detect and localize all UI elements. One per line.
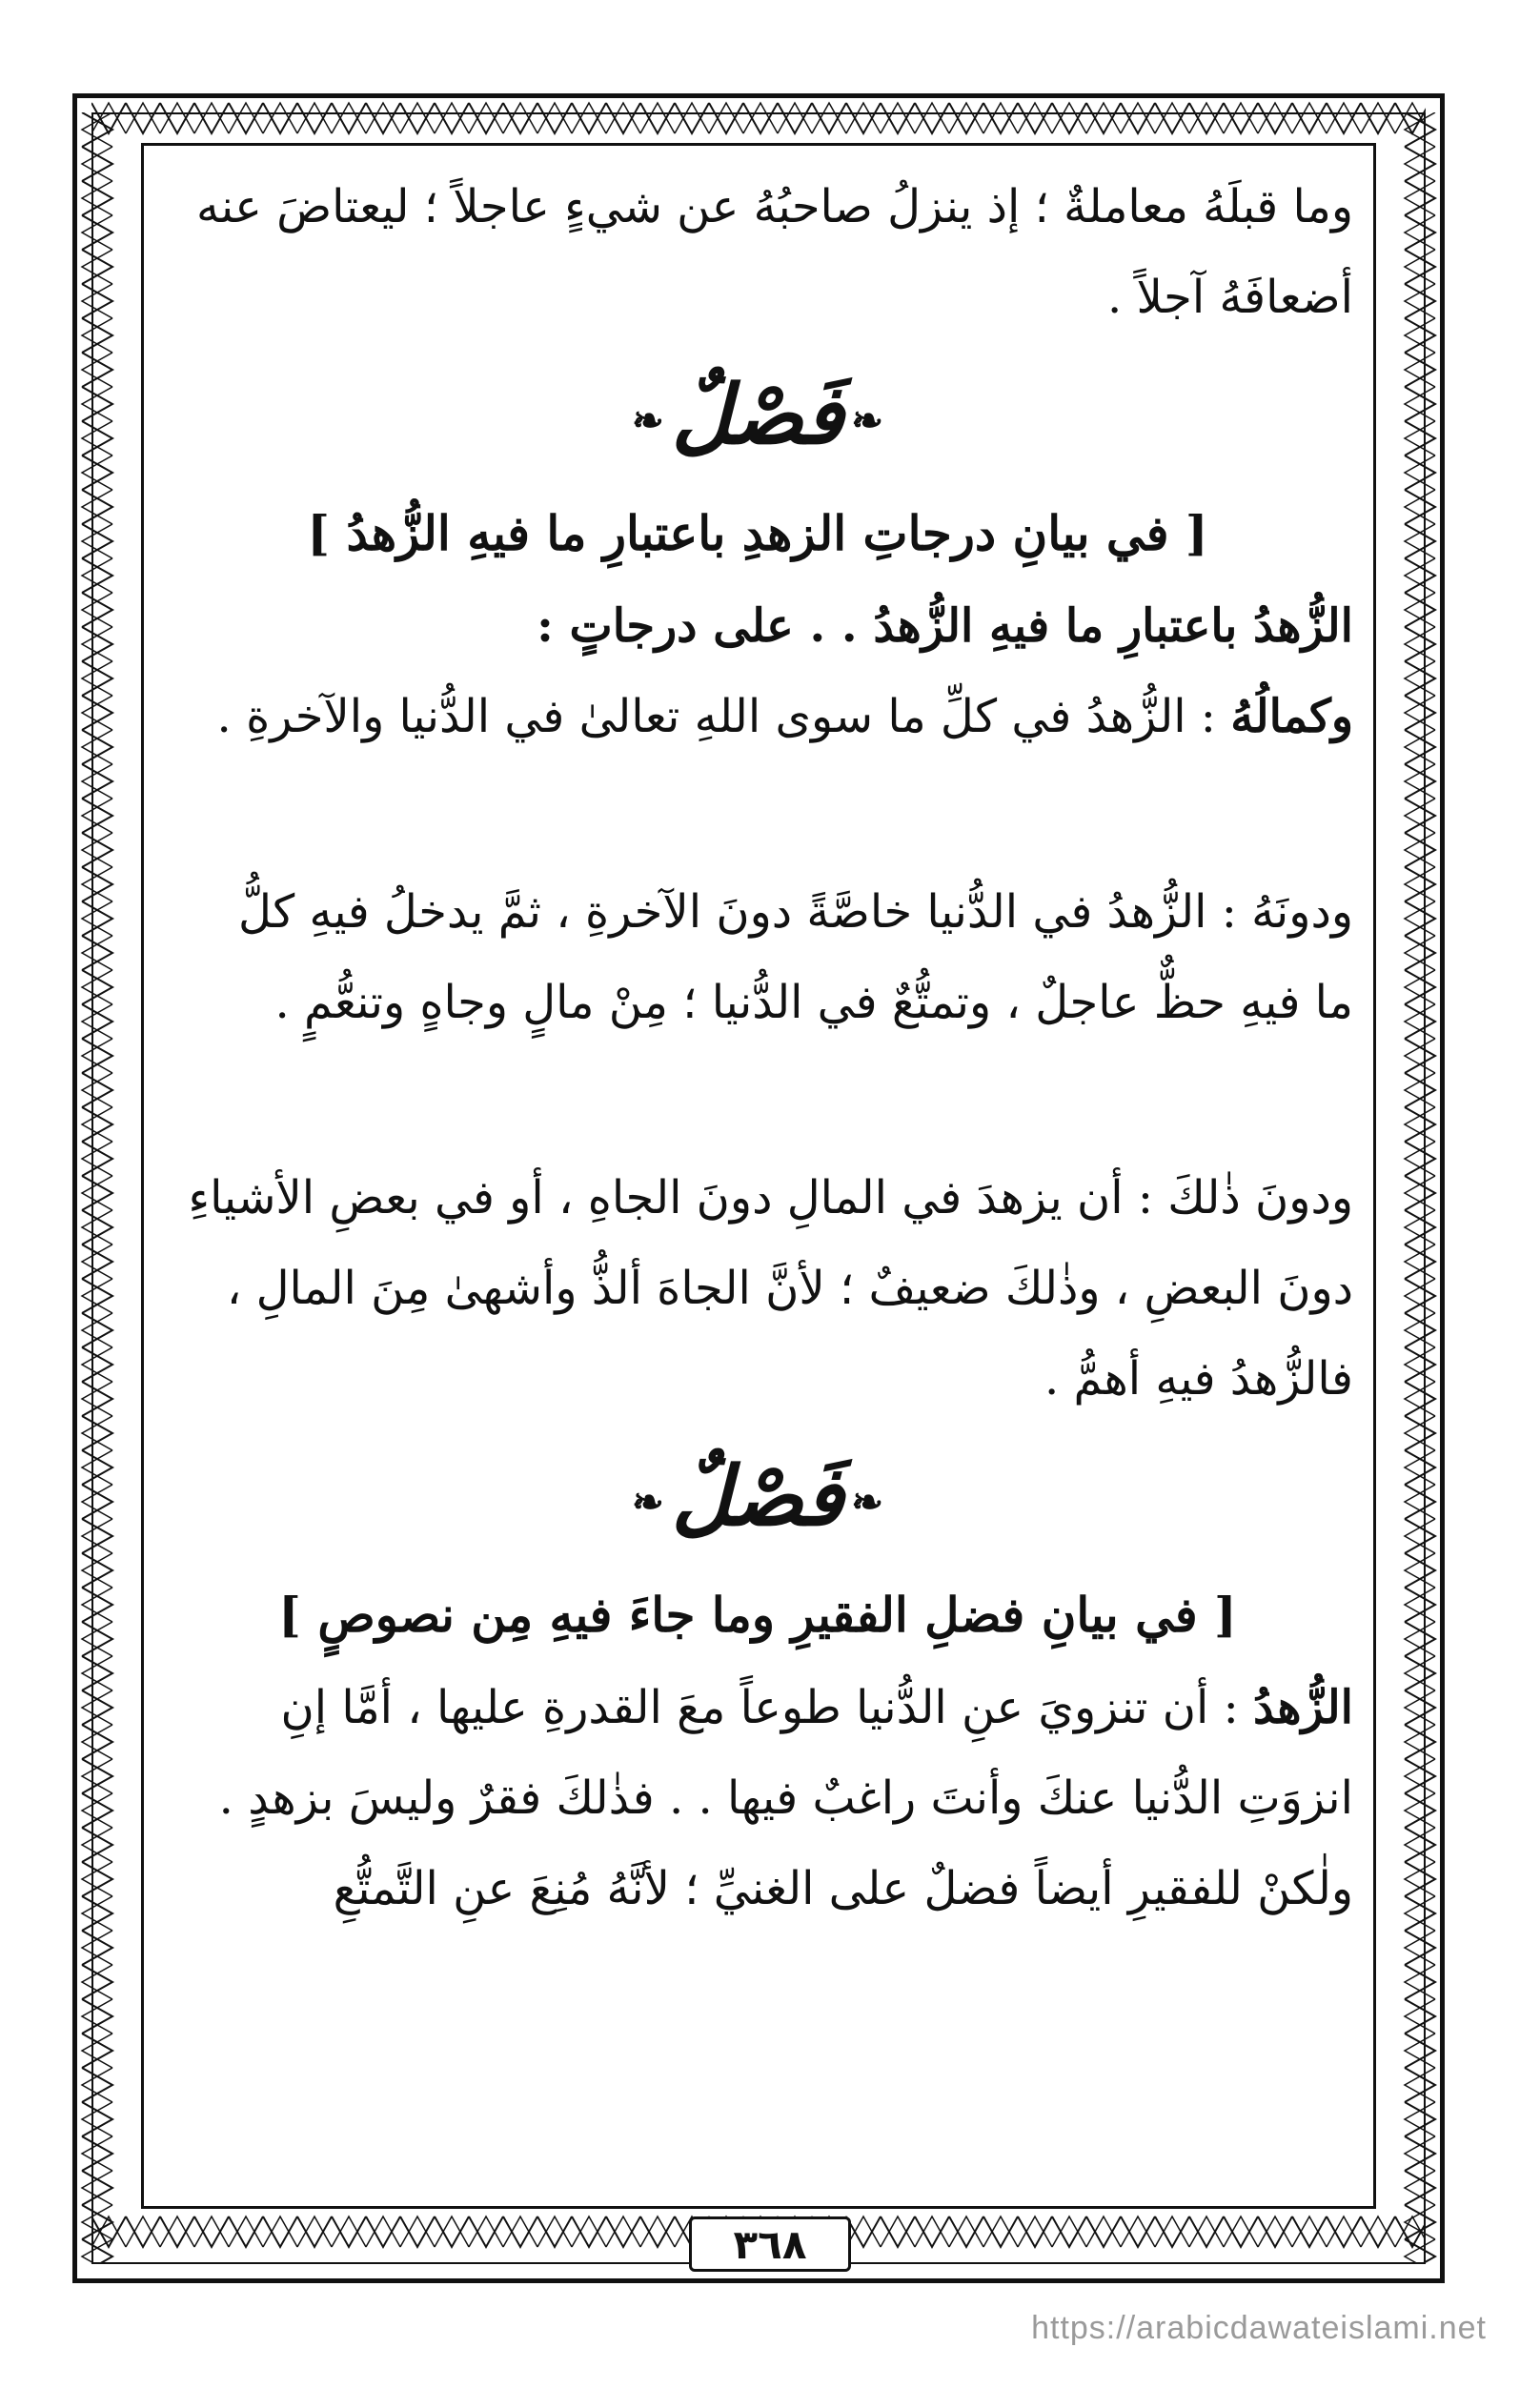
paragraph-top-line-1: وما قبلَهُ معاملةٌ ؛ إذ ينزلُ صاحبُهُ عن شيءٍ عاجلاً ؛ ليعتاضَ عنه xyxy=(195,180,1353,233)
watermark-url: https://arabicdawateislami.net xyxy=(1031,2310,1487,2346)
lakin-line: ولٰكنْ للفقيرِ أيضاً فضلٌ على الغنيِّ ؛ لأنَّهُ مُنِعَ عنِ التَّمتُّعِ xyxy=(333,1862,1353,1915)
dunahu-line-2: ما فيهِ حظٌّ عاجلٌ ، وتمتُّعٌ في الدُّنيا ؛ مِنْ مالٍ وجاهٍ وتنعُّمٍ . xyxy=(274,976,1353,1029)
duna-dhalika-line-3: فالزُّهدُ فيهِ أهمُّ . xyxy=(1044,1352,1353,1406)
fasl-title-2: ❧ فَصْلٌ ❧ xyxy=(596,1448,920,1545)
zigzag-border-top xyxy=(91,95,1426,141)
dunahu-line-1: ودونَهُ : الزُّهدُ في الدُّنيا خاصَّةً دونَ الآخرةِ ، ثمَّ يدخلُ فيهِ كلُّ xyxy=(238,885,1353,939)
duna-dhalika-line-2: دونَ البعضِ ، وذٰلكَ ضعيفٌ ؛ لأنَّ الجاهَ ألذُّ وأشهىٰ مِنَ المالِ ، xyxy=(226,1262,1353,1315)
kamaluhu-text: : الزُّهدُ في كلِّ ما سوى اللهِ تعالىٰ في الدُّنيا والآخرةِ . xyxy=(216,690,1231,743)
section-heading-1: [ في بيانِ درجاتِ الزهدِ باعتبارِ ما فيهِ الزُّهدُ ] xyxy=(307,505,1208,561)
zuhd-line-1-rest: : أن تنزويَ عنِ الدُّنيا طوعاً معَ القدرةِ عليها ، أمَّا إنِ xyxy=(280,1681,1254,1734)
zuhd-label: الزُّهدُ xyxy=(1253,1681,1353,1734)
zuhd-line-1 xyxy=(162,1663,1353,1753)
paragraph-top-line-2: أضعافَهُ آجلاً . xyxy=(1107,271,1353,324)
fasl-title-1: ❧ فَصْلٌ ❧ xyxy=(596,367,920,463)
zuhd-line-2: انزوَتِ الدُّنيا عنكَ وأنتَ راغبٌ فيها . . فذٰلكَ فقرٌ وليسَ بزهدٍ . xyxy=(218,1771,1353,1825)
page-content xyxy=(162,162,1353,1934)
zigzag-border-right xyxy=(1397,112,1443,2264)
fasl-ornament-2 xyxy=(162,1425,1353,1568)
page-number: ٣٦٨ xyxy=(689,2216,851,2272)
kamaluhu-line xyxy=(162,672,1353,762)
kamaluhu-label: وكمالُهُ xyxy=(1230,690,1353,743)
duna-dhalika-line-1: ودونَ ذٰلكَ : أن يزهدَ في المالِ دونَ الجاهِ ، أو في بعضِ الأشياءِ xyxy=(188,1171,1353,1224)
zigzag-border-left xyxy=(74,112,120,2264)
section1-intro: الزُّهدُ باعتبارِ ما فيهِ الزُّهدُ . . على درجاتٍ : xyxy=(537,599,1353,653)
section-heading-2: [ في بيانِ فضلِ الفقيرِ وما جاءَ فيهِ مِن نصوصٍ ] xyxy=(278,1587,1237,1643)
fasl-ornament-1 xyxy=(162,343,1353,486)
